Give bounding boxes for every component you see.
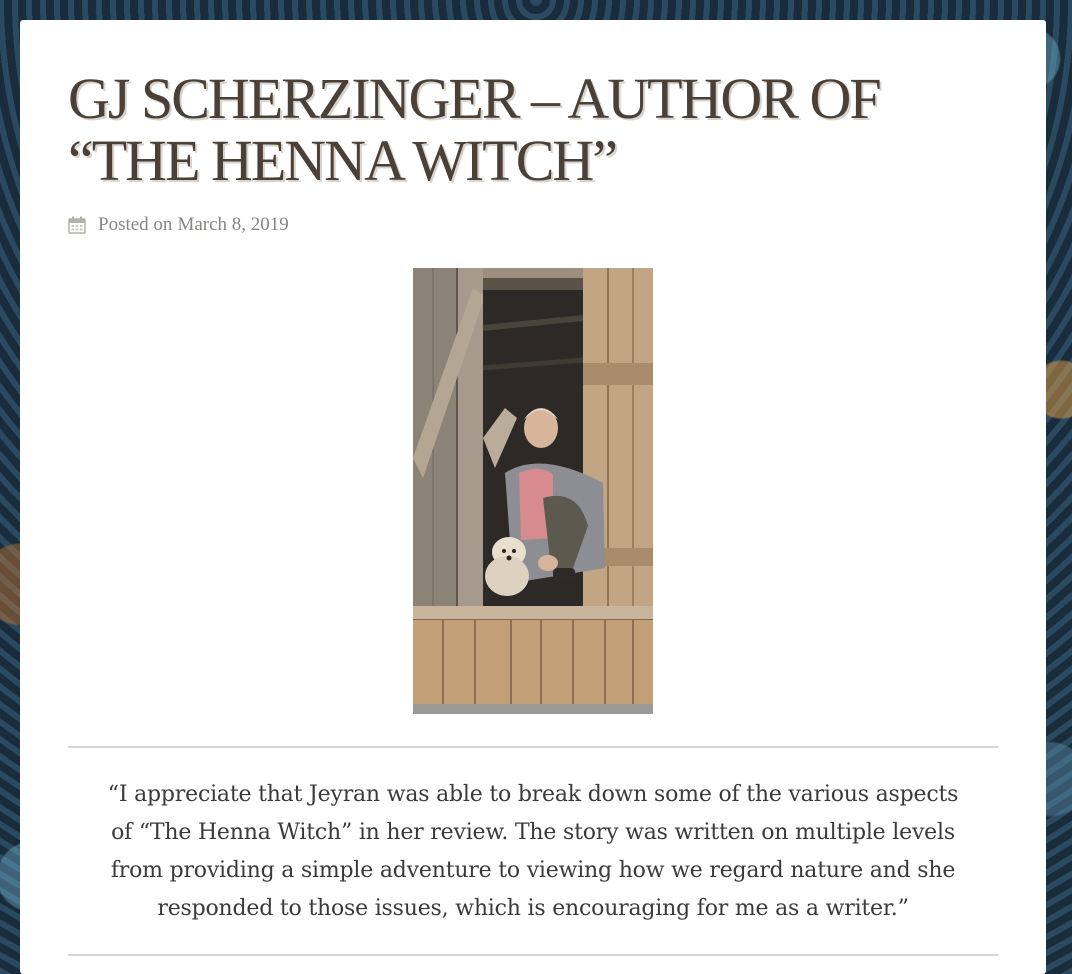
post-quote: “I appreciate that Jeyran was able to break down some of the various aspects of “The Henna Witch” in her review. The story was written on multiple levels from providing a simple adventure to viewing how we regard nature and she responded to those issues, which is encouraging for me as a writer.” xyxy=(107,782,959,921)
quote-divider-bottom xyxy=(68,954,998,956)
post-card xyxy=(20,20,1046,974)
post-title: GJ SCHERZINGER – AUTHOR OF “THE HENNA WITCH” xyxy=(68,66,880,193)
posted-on-label: Posted on xyxy=(98,214,173,235)
author-photo xyxy=(413,268,653,714)
post-meta xyxy=(68,214,998,236)
post-date-link[interactable]: March 8, 2019 xyxy=(177,214,289,235)
calendar-icon xyxy=(68,216,86,234)
featured-image-wrap xyxy=(68,268,998,714)
